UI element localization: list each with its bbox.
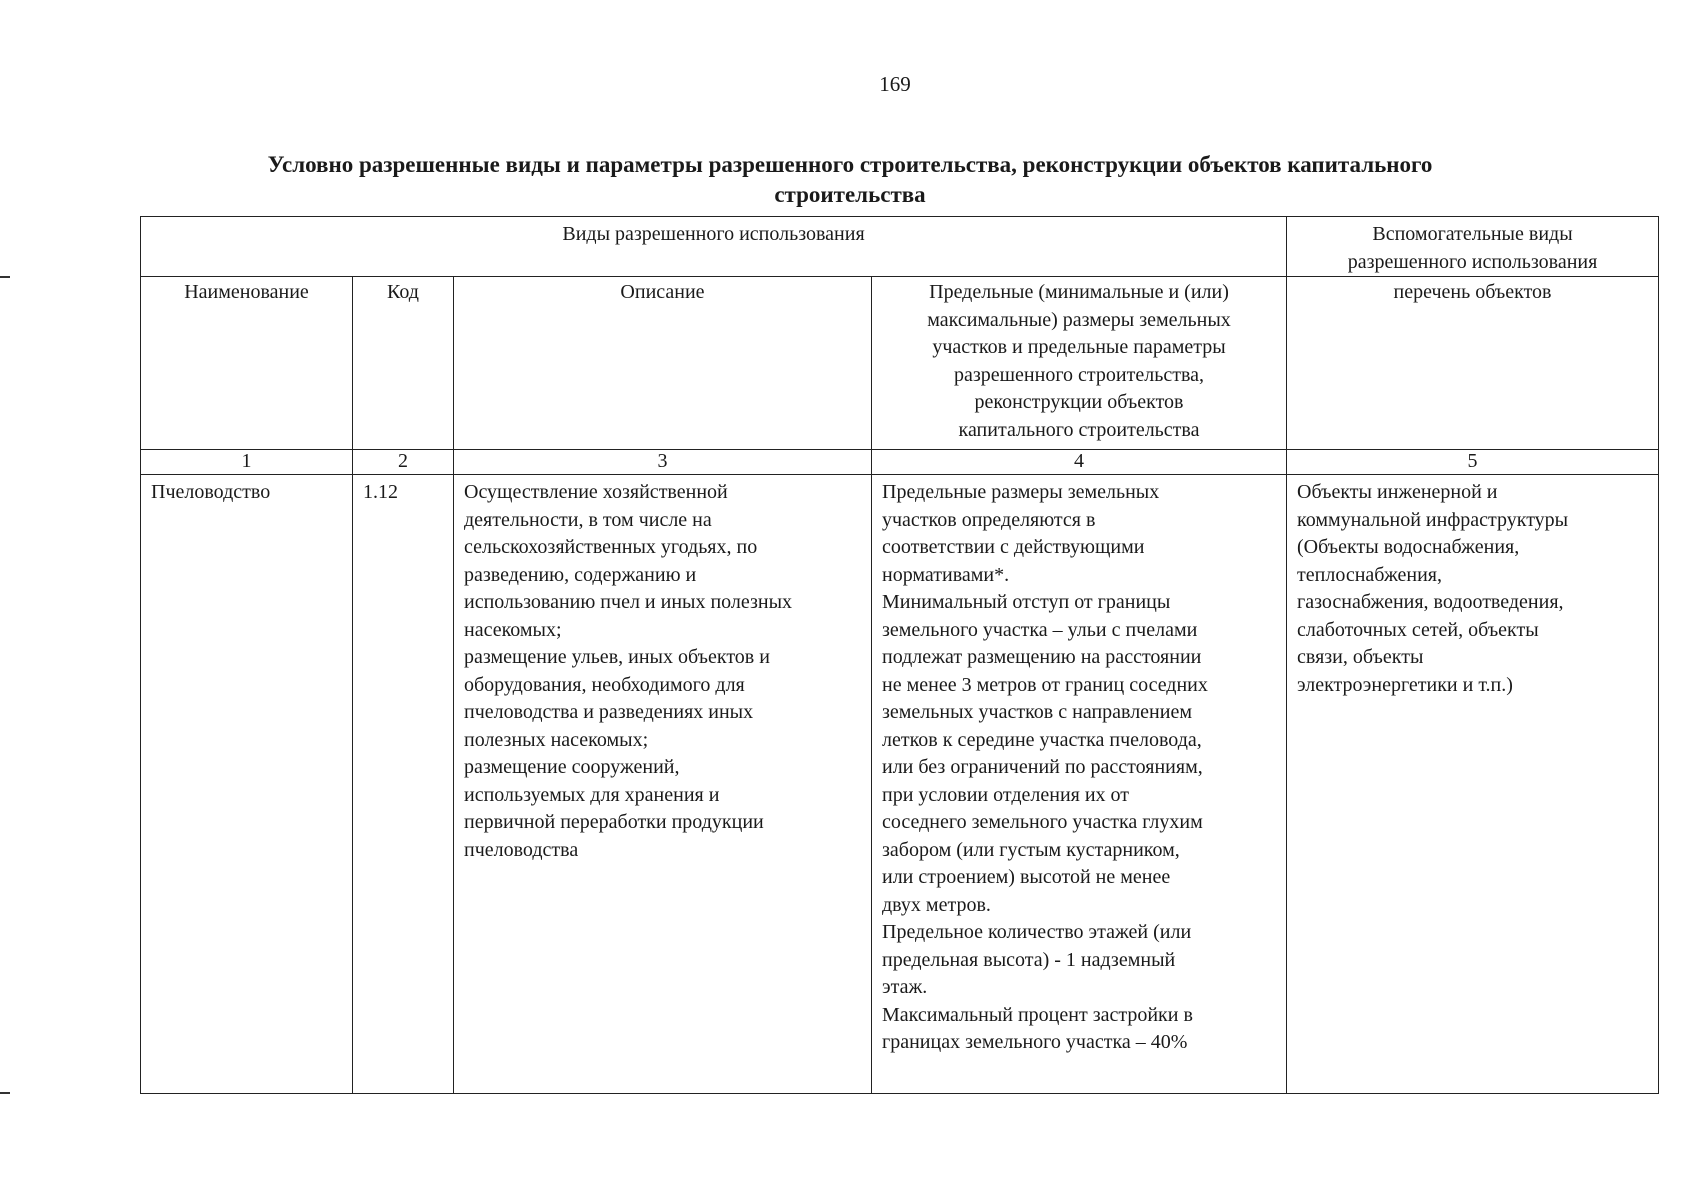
title-line-2: строительства — [774, 182, 926, 207]
cell-objects: Объекты инженерной и коммунальной инфраструктуры (Объекты водоснабжения, теплоснабжения, газоснабжения, водоотведения, слаботочных сетей, объекты связи, объекты электроэнергетики и т.п.) — [1287, 475, 1659, 1094]
column-header-row — [141, 277, 1659, 450]
header-auxiliary-uses: Вспомогательные виды разрешенного использования — [1287, 217, 1659, 277]
column-header-name: Наименование — [141, 277, 353, 450]
page-number: 169 — [879, 72, 911, 96]
permitted-use-table — [140, 216, 1659, 1094]
column-header-code: Код — [353, 277, 454, 450]
column-number: 2 — [353, 450, 454, 475]
table-row — [141, 475, 1659, 1094]
column-number: 3 — [454, 450, 872, 475]
column-header-objects: перечень объектов — [1287, 277, 1659, 450]
cell-limits: Предельные размеры земельных участков определяются в соответствии с действующими нормативами*. Минимальный отступ от границы земельного участка – ульи с пчелами подлежат размещению на расстоянии не менее 3 метров от границ соседних земельных участков с направлением летков к середине участка пчеловода, или без ограничений по расстояниям, при условии отделения их от соседнего земельного участка глухим забором (или густым кустарником, или строением) высотой не менее двух метров. Предельное количество этажей (или предельная высота) - 1 надземный этаж. Максимальный процент застройки в границах земельного участка – 40% — [872, 475, 1287, 1094]
column-header-description: Описание — [454, 277, 872, 450]
column-number-row — [141, 450, 1659, 475]
column-number: 5 — [1287, 450, 1659, 475]
header-permitted-uses: Виды разрешенного использования — [141, 217, 1287, 277]
cell-name: Пчеловодство — [141, 475, 353, 1094]
margin-mark — [0, 276, 10, 278]
cell-code: 1.12 — [353, 475, 454, 1094]
group-header-row — [141, 217, 1659, 277]
title-line-1: Условно разрешенные виды и параметры разрешенного строительства, реконструкции объектов капитального — [267, 152, 1433, 177]
cell-description: Осуществление хозяйственной деятельности, в том числе на сельскохозяйственных угодьях, по разведению, содержанию и использованию пчел и иных полезных насекомых; размещение ульев, иных объектов и оборудования, необходимого для пчеловодства и разведениях иных полезных насекомых; размещение сооружений, используемых для хранения и первичной переработки продукции пчеловодства — [454, 475, 872, 1094]
column-number: 1 — [141, 450, 353, 475]
column-header-limits: Предельные (минимальные и (или) максимальные) размеры земельных участков и предельные параметры разрешенного строительства, реконструкции объектов капитального строительства — [872, 277, 1287, 450]
margin-mark — [0, 1092, 10, 1094]
column-number: 4 — [872, 450, 1287, 475]
document-title — [150, 150, 1550, 210]
